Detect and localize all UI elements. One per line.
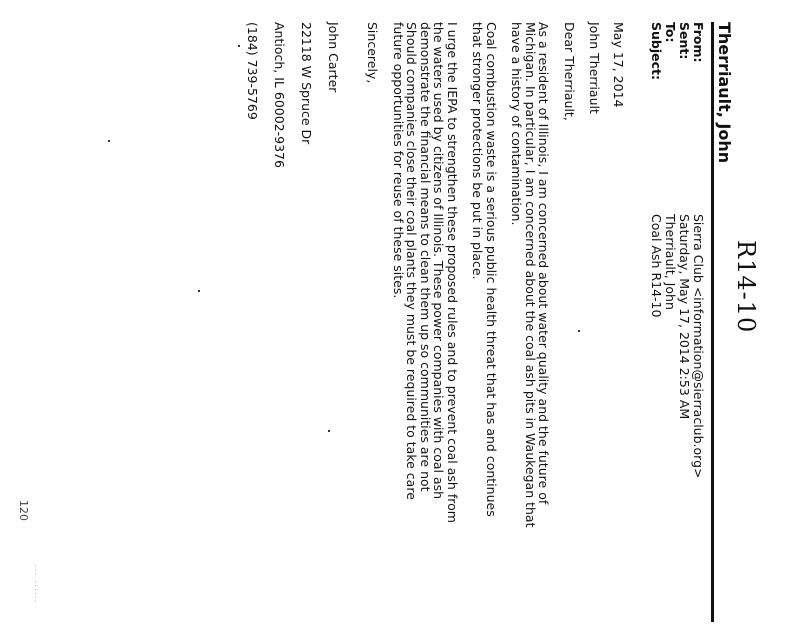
scan-speck	[578, 330, 580, 332]
sender-name-heading: Therriault, John	[715, 22, 734, 164]
scan-speck	[108, 140, 110, 142]
signature-block	[233, 22, 355, 642]
document-title: R14-10	[732, 240, 760, 334]
header-divider	[711, 22, 714, 622]
scan-speck	[328, 430, 330, 432]
letter-recipient: John Therriault	[587, 22, 603, 114]
signature-city: Antioch, IL 60002-9376	[272, 22, 288, 168]
header-value: Therriault, John	[663, 214, 678, 310]
signature-street: 22118 W Spruce Dr	[299, 22, 315, 145]
header-label: Sent:	[677, 22, 692, 60]
header-value: Saturday, May 17, 2014 2:53 AM	[677, 214, 692, 420]
email-header	[649, 22, 705, 622]
header-label: From:	[691, 22, 706, 63]
letter-body	[233, 22, 626, 642]
header-value: Coal Ash R14-10	[649, 214, 664, 318]
page-number: 120	[17, 500, 30, 521]
header-label: To:	[663, 22, 678, 43]
signature-name: John Carter	[326, 22, 342, 93]
header-row-sent	[677, 22, 691, 622]
letter-paragraph: I urge the IEPA to strengthen these proposed rules and to prevent coal ash from the waters used by citizens of Illinois. These power companies with coal ash demonstrate the financial means to clean them up so communities are not Should companies close their coal plants they must be required to take care future opportunities for reuse of these sites.	[391, 22, 460, 523]
header-value: Sierra Club <information@sierraclub.org>	[691, 214, 706, 479]
letter-salutation: Dear Therriault,	[562, 22, 577, 121]
signature-phone: (184) 739-5769	[245, 22, 261, 120]
letter-date: May 17, 2014	[611, 22, 626, 108]
scan-edge-marks: ... ......	[33, 565, 40, 605]
letter-paragraph: As a resident of Illinois, I am concerned about water quality and the future of Michigan. In particular, I am concerned about the coal ash pits in Waukegan that have a history of contamination.	[509, 22, 552, 528]
header-label: Subject:	[649, 22, 664, 80]
scan-speck	[198, 290, 200, 292]
header-row-subject	[649, 22, 663, 622]
header-row-to	[663, 22, 677, 622]
letter-paragraph: Coal combustion waste is a serious public health threat that has and continues that stronger protections be put in place.	[470, 22, 499, 517]
scan-speck	[238, 45, 240, 47]
letter-closing: Sincerely,	[365, 22, 381, 84]
header-row-from	[691, 22, 705, 622]
